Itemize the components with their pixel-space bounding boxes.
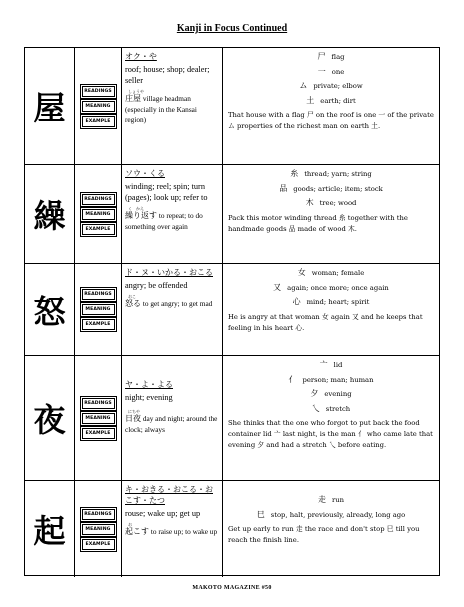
component-item: 巳 stop, halt, previously, already, long ago [256,509,406,519]
example-word: 起こす [125,527,149,536]
example-label: EXAMPLE [82,224,115,235]
readings-text: ヤ・よ・よる [125,380,173,389]
example-word: 庄屋 [125,94,141,103]
example-word: 日夜 [125,414,141,423]
readings-cell [122,481,223,577]
readings-cell [122,356,223,480]
example-text [125,414,219,435]
kanji-table [24,47,440,576]
component-item: ム private; elbow [299,81,363,90]
kanji-row [25,355,439,480]
label-column [75,356,122,480]
component-item: 女 woman; female [297,268,365,277]
kanji-row [25,480,439,577]
kanji-cell [25,165,75,263]
mnemonic-story: Get up early to run 走 the race and don't stop 巳 till you reach the finish line. [228,525,420,544]
readings-text: ド・ヌ・いかる・おこる [125,268,213,277]
kanji-cell [25,264,75,355]
readings-label: READINGS [82,194,115,205]
component-item: 尸 flag [317,52,345,61]
readings-text: ソウ・くる [125,169,165,178]
component-item: 一 one [317,66,345,76]
page-footer: MAKOTO MAGAZINE #50 [192,585,272,591]
meaning-text: winding; reel; spin; turn (pages); look up; refer to [125,182,208,202]
kanji-cell [25,481,75,577]
example-text [125,211,219,232]
example-label: EXAMPLE [82,116,115,127]
kanji-character: 怒 [33,292,66,331]
meaning-label: MEANING [82,413,115,424]
readings-cell [122,48,223,164]
example-label: EXAMPLE [82,539,115,550]
meaning-label: MEANING [82,304,115,315]
example-gloss: to raise up; to wake up [149,527,218,536]
meaning-text: roof; house; shop; dealer; seller [125,65,210,85]
example-text [125,527,219,538]
mnemonic-story: She thinks that the one who forgot to put back the food container lid 亠 last night, is the man 亻 who came late that evening 夕 and had a stretch 乀 before eating. [228,419,433,449]
readings-text: オク・や [125,52,157,61]
kanji-character: 起 [33,512,66,550]
example-furigana: お [128,522,132,527]
component-item: 心 mind; heart; spirit [292,297,370,306]
example-word: 怒る [125,299,141,308]
components-cell [223,356,439,480]
example-gloss: village headman (especially in the Kansai region) [125,94,197,124]
kanji-cell [25,356,75,480]
example-label: EXAMPLE [82,319,115,330]
meaning-label: MEANING [82,524,115,535]
kanji-character: 屋 [33,89,66,127]
component-item: 又 again; once more; once again [273,282,389,292]
readings-cell [122,264,223,355]
example-word: 繰り返す [125,211,157,220]
label-column [75,481,122,577]
kanji-character: 繰 [33,197,66,235]
components-cell [223,264,439,355]
kanji-character: 夜 [33,401,66,439]
meaning-text: angry; be offended [125,281,188,290]
component-item: 土 earth; dirt [306,95,356,105]
component-item: 亠 lid [319,360,343,369]
mnemonic-story: Pack this motor winding thread 糸 together with the handmade goods 品 made of wood 木. [228,213,408,233]
label-column [75,165,122,263]
kanji-row [25,263,439,355]
example-furigana: おこ [128,294,136,299]
component-item: 品 goods; article; item; stock [279,183,383,193]
component-item: 木 tree; wood [305,198,357,207]
component-item: 糸 thread; yarn; string [290,169,372,178]
example-label: EXAMPLE [82,428,115,439]
components-cell [223,481,439,577]
readings-label: READINGS [82,509,115,520]
component-item: 乀 stretch [311,403,351,413]
example-gloss: to repeat; to do something over again [125,211,203,231]
meaning-label: MEANING [82,101,115,112]
component-item: 走 run [317,495,344,504]
label-column [75,264,122,355]
mnemonic-story: He is angry at that woman 女 again 又 and he keeps that feeling in his heart 心. [228,312,423,332]
component-item: 夕 evening [310,389,352,398]
readings-label: READINGS [82,289,115,300]
meaning-text: rouse; wake up; get up [125,509,201,518]
example-gloss: to get angry; to get mad [141,299,213,308]
readings-label: READINGS [82,398,115,409]
example-gloss: day and night; around the clock; always [125,414,218,434]
example-text [125,94,219,126]
readings-text: キ・おきる・おこる・おこす・たつ [125,485,213,505]
example-furigana: く かえ [128,206,144,211]
example-text [125,299,219,310]
kanji-cell [25,48,75,164]
components-cell [223,48,439,164]
example-furigana: しょうや [128,89,144,94]
component-item: 亻 person; man; human [288,374,374,384]
page-title: Kanji in Focus Continued [176,23,288,34]
kanji-row [25,164,439,263]
mnemonic-story: That house with a flag 尸 on the roof is one 一 of the private ム properties of the richest man on earth 土. [228,111,434,130]
kanji-row [25,48,439,164]
label-column [75,48,122,164]
example-furigana: にちや [128,409,140,414]
meaning-text: night; evening [125,393,173,402]
meaning-label: MEANING [82,209,115,220]
components-cell [223,165,439,263]
readings-label: READINGS [82,86,115,97]
readings-cell [122,165,223,263]
